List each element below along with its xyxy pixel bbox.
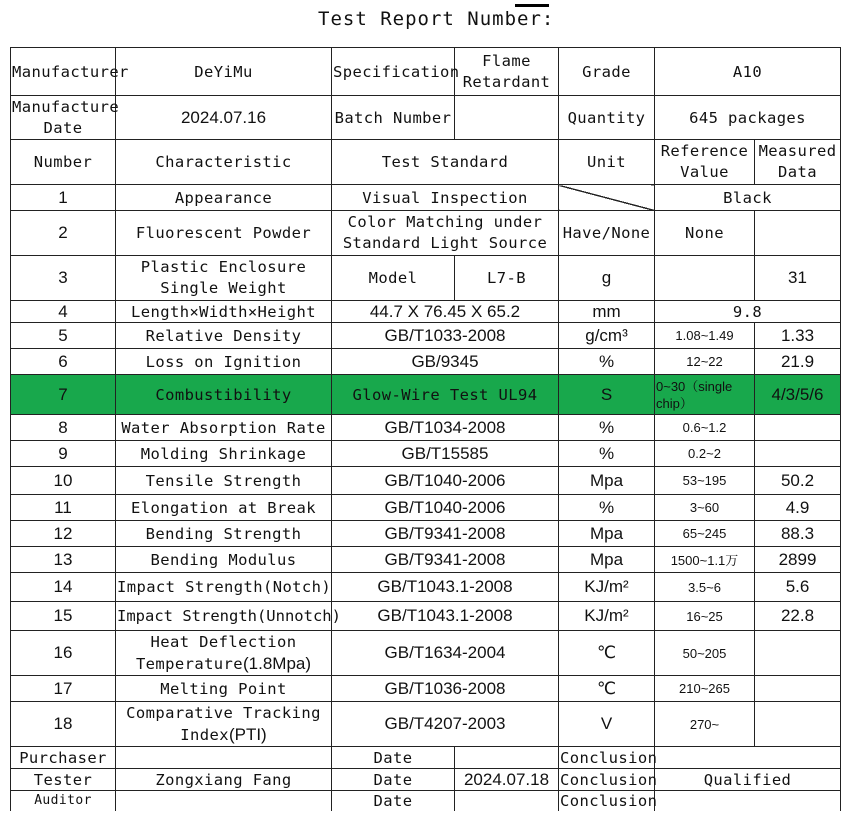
- row-number: 17: [11, 676, 116, 702]
- row-number: 5: [11, 323, 116, 349]
- column-header-reference-value: Reference Value: [655, 140, 755, 185]
- row-reference: 270~: [655, 702, 755, 747]
- table-row: [11, 702, 841, 747]
- row-unit: Mpa: [559, 467, 655, 495]
- row-number: 14: [11, 573, 116, 602]
- row-unit-diagonal: [559, 185, 655, 211]
- row-test-standard: GB/T9341-2008: [332, 521, 559, 547]
- row-unit: Mpa: [559, 521, 655, 547]
- row-unit: V: [559, 702, 655, 747]
- row-unit: ℃: [559, 631, 655, 676]
- column-header-test-standard: Test Standard: [332, 140, 559, 185]
- batch-number-value: [455, 96, 559, 140]
- row-reference: 53~195: [655, 467, 755, 495]
- row-number: 7: [11, 375, 116, 415]
- cropped-heading-fragment: [515, 4, 549, 7]
- row-characteristic: Melting Point: [116, 676, 332, 702]
- auditor-date-label: Date: [332, 791, 455, 811]
- row-reference: 0.2~2: [655, 441, 755, 467]
- tester-value: Zongxiang Fang: [116, 769, 332, 791]
- row-test-standard: GB/T9341-2008: [332, 547, 559, 573]
- row-characteristic: Water Absorption Rate: [116, 415, 332, 441]
- column-header-unit: Unit: [559, 140, 655, 185]
- row-test-standard-model: L7-B: [455, 256, 559, 301]
- grade-value: A10: [655, 48, 841, 96]
- row-characteristic: Bending Modulus: [116, 547, 332, 573]
- row-characteristic: Combustibility: [116, 375, 332, 415]
- row-measured: 4.9: [755, 495, 841, 521]
- report-title: Test Report Number:: [318, 8, 555, 30]
- purchaser-date-value: [455, 747, 559, 769]
- auditor-date-value: [455, 791, 559, 811]
- row-characteristic-line2: Index: [180, 725, 229, 744]
- row-characteristic: Loss on Ignition: [116, 349, 332, 375]
- table-row: [11, 676, 841, 702]
- purchaser-value: [116, 747, 332, 769]
- row-measured: [755, 415, 841, 441]
- manufacturer-value: DeYiMu: [116, 48, 332, 96]
- row-characteristic-line2: Temperature: [135, 654, 244, 673]
- manufacturer-label: Manufacturer: [11, 48, 116, 96]
- row-unit: %: [559, 349, 655, 375]
- purchaser-label: Purchaser: [11, 747, 116, 769]
- row-reference: 16~25: [655, 602, 755, 631]
- row-unit: ℃: [559, 676, 655, 702]
- specification-value: Flame Retardant: [455, 48, 559, 96]
- row-reference: 50~205: [655, 631, 755, 676]
- row-unit: g/cm³: [559, 323, 655, 349]
- row-unit: g: [559, 256, 655, 301]
- row-characteristic-line1: Heat Deflection: [150, 632, 297, 651]
- row-measured: [755, 702, 841, 747]
- row-test-standard: GB/T1043.1-2008: [332, 602, 559, 631]
- row-characteristic: Tensile Strength: [116, 467, 332, 495]
- row-characteristic: Molding Shrinkage: [116, 441, 332, 467]
- manufacture-date-label: Manufacture Date: [11, 96, 116, 140]
- row-measured: [755, 441, 841, 467]
- row-characteristic: Appearance: [116, 185, 332, 211]
- row-measured: [755, 211, 841, 256]
- row-measured: 21.9: [755, 349, 841, 375]
- auditor-value: [116, 791, 332, 811]
- row-reference: 12~22: [655, 349, 755, 375]
- row-measured: [755, 631, 841, 676]
- row-measured: 50.2: [755, 467, 841, 495]
- column-header-characteristic: Characteristic: [116, 140, 332, 185]
- tester-conclusion-label: Conclusion: [560, 770, 658, 789]
- row-measured: 22.8: [755, 602, 841, 631]
- row-number: 12: [11, 521, 116, 547]
- row-characteristic-line1: Comparative Tracking: [126, 703, 321, 722]
- row-test-standard: 44.7 X 76.45 X 65.2: [332, 301, 559, 323]
- row-number: 16: [11, 631, 116, 676]
- footer-row-tester: [11, 769, 841, 791]
- footer-row-purchaser: [11, 747, 841, 769]
- row-reference: None: [655, 211, 755, 256]
- row-measured: 5.6: [755, 573, 841, 602]
- row-number: 9: [11, 441, 116, 467]
- row-unit: %: [559, 415, 655, 441]
- row-reference: 3~60: [655, 495, 755, 521]
- quantity-value: 645 packages: [655, 96, 841, 140]
- row-reference: [655, 256, 755, 301]
- row-measured: 31: [755, 256, 841, 301]
- row-reference: 1500~1.1万: [655, 547, 755, 573]
- row-unit: %: [559, 441, 655, 467]
- row-test-standard: GB/T4207-2003: [332, 702, 559, 747]
- row-number: 6: [11, 349, 116, 375]
- purchaser-conclusion-label: Conclusion: [560, 748, 658, 767]
- row-test-standard: Visual Inspection: [332, 185, 559, 211]
- row-reference: 1.08~1.49: [655, 323, 755, 349]
- row-characteristic: Impact Strength(Unnotch): [116, 602, 332, 631]
- table-row-highlighted: [11, 375, 841, 415]
- table-row: [11, 631, 841, 676]
- row-test-standard: Model: [332, 256, 455, 301]
- table-row: [11, 573, 841, 602]
- row-number: 1: [11, 185, 116, 211]
- tester-label: Tester: [11, 769, 116, 791]
- row-characteristic: Length×Width×Height: [116, 301, 332, 323]
- table-row: [11, 185, 841, 211]
- column-header-number: Number: [11, 140, 116, 185]
- row-number: 11: [11, 495, 116, 521]
- row-unit: Have/None: [559, 211, 655, 256]
- footer-row-auditor: [11, 791, 841, 811]
- table-row: [11, 521, 841, 547]
- row-characteristic: Bending Strength: [116, 521, 332, 547]
- tester-conclusion-value: Qualified: [655, 769, 841, 791]
- column-header-measured-data: Measured Data: [755, 140, 841, 185]
- table-row: [11, 602, 841, 631]
- row-measured: 2899: [755, 547, 841, 573]
- table-row: [11, 441, 841, 467]
- purchaser-date-label: Date: [332, 747, 455, 769]
- tester-date-label: Date: [332, 769, 455, 791]
- row-reference: 0~30（single chip）: [655, 375, 755, 415]
- row-number: 13: [11, 547, 116, 573]
- row-reference: 65~245: [655, 521, 755, 547]
- batch-number-label: Batch Number: [332, 96, 455, 140]
- row-number: 10: [11, 467, 116, 495]
- table-row: [11, 211, 841, 256]
- auditor-conclusion-label: Conclusion: [560, 791, 658, 810]
- row-test-standard: GB/T1634-2004: [332, 631, 559, 676]
- row-measured: 1.33: [755, 323, 841, 349]
- row-reference: 9.8: [655, 301, 841, 323]
- report-title-area: [0, 4, 850, 36]
- row-reference: 3.5~6: [655, 573, 755, 602]
- row-number: 8: [11, 415, 116, 441]
- row-reference: 0.6~1.2: [655, 415, 755, 441]
- row-number: 4: [11, 301, 116, 323]
- auditor-label: Auditor: [11, 791, 116, 811]
- table-row: [11, 349, 841, 375]
- table-row: [11, 495, 841, 521]
- specification-label: Specification: [332, 48, 455, 96]
- row-unit: mm: [559, 301, 655, 323]
- table-row: [11, 467, 841, 495]
- row-characteristic: [116, 702, 332, 747]
- table-row: [11, 256, 841, 301]
- row-characteristic: Relative Density: [116, 323, 332, 349]
- grade-label: Grade: [559, 48, 655, 96]
- row-test-standard: GB/T1040-2006: [332, 467, 559, 495]
- row-unit: KJ/m²: [559, 602, 655, 631]
- row-test-standard: GB/T1036-2008: [332, 676, 559, 702]
- quantity-label: Quantity: [559, 96, 655, 140]
- row-measured: Black: [655, 185, 841, 211]
- row-test-standard: Color Matching under Standard Light Source: [332, 211, 559, 256]
- row-characteristic: Elongation at Break: [116, 495, 332, 521]
- row-unit: KJ/m²: [559, 573, 655, 602]
- manufacture-date-value: 2024.07.16: [116, 96, 332, 140]
- row-number: 2: [11, 211, 116, 256]
- row-test-standard: GB/9345: [332, 349, 559, 375]
- row-test-standard: Glow-Wire Test UL94: [332, 375, 559, 415]
- row-test-standard: GB/T15585: [332, 441, 559, 467]
- purchaser-conclusion-value: [655, 747, 841, 769]
- table-row: [11, 415, 841, 441]
- row-measured: 4/3/5/6: [755, 375, 841, 415]
- row-number: 18: [11, 702, 116, 747]
- table-row: [11, 547, 841, 573]
- row-unit: Mpa: [559, 547, 655, 573]
- row-unit: S: [559, 375, 655, 415]
- row-characteristic: [116, 631, 332, 676]
- row-test-standard: GB/T1034-2008: [332, 415, 559, 441]
- row-characteristic: Impact Strength(Notch): [116, 573, 332, 602]
- row-characteristic: Plastic Enclosure Single Weight: [116, 256, 332, 301]
- row-characteristic: Fluorescent Powder: [116, 211, 332, 256]
- table-row: [11, 301, 841, 323]
- row-test-standard: GB/T1033-2008: [332, 323, 559, 349]
- tester-date-value: 2024.07.18: [455, 769, 559, 791]
- row-characteristic-paren: (1.8Mpa): [243, 653, 312, 673]
- table-row: [11, 323, 841, 349]
- row-test-standard: GB/T1043.1-2008: [332, 573, 559, 602]
- row-measured: 88.3: [755, 521, 841, 547]
- row-characteristic-paren: (PTI): [228, 724, 267, 744]
- row-number: 3: [11, 256, 116, 301]
- row-number: 15: [11, 602, 116, 631]
- row-unit: %: [559, 495, 655, 521]
- test-report-table: [10, 47, 841, 811]
- row-test-standard: GB/T1040-2006: [332, 495, 559, 521]
- auditor-conclusion-value: [655, 791, 841, 811]
- row-measured: [755, 676, 841, 702]
- row-reference: 210~265: [655, 676, 755, 702]
